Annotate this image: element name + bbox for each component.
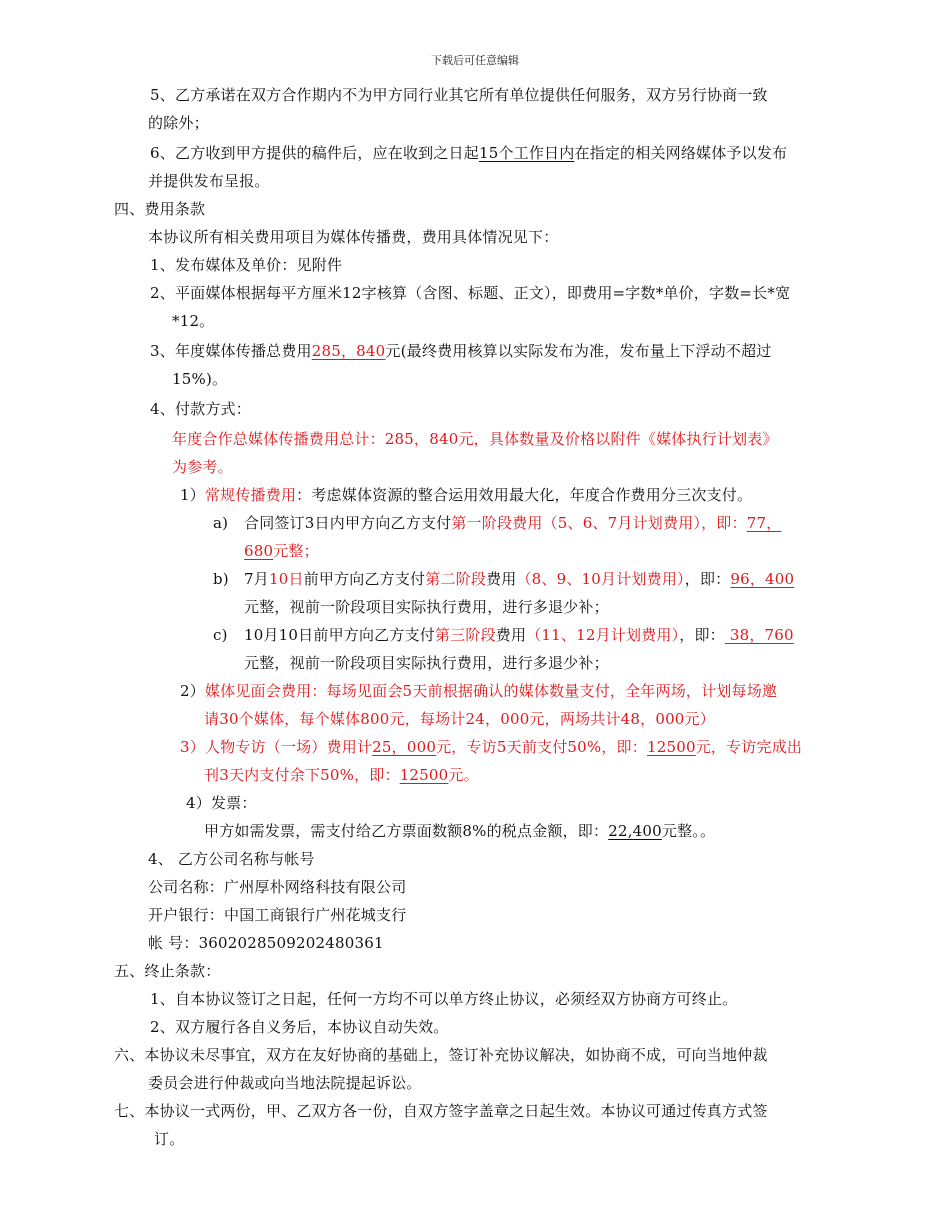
stage-b-fee: 费用 [486, 570, 517, 588]
stage-c-label: 第三阶段 [434, 626, 496, 644]
interview-text-c: 元，专访5天前支付50%，即： [436, 738, 647, 756]
clause-5-line1: 5、乙方承诺在双方合作期内不为甲方同行业其它所有单位提供任何服务，双方另行协商一致 [150, 86, 768, 104]
bank-name: 开户银行：中国工商银行广州花城支行 [148, 906, 407, 924]
stage-c-months: （11、12月计划费用） [526, 626, 680, 644]
payment-total-line1: 年度合作总媒体传播费用总计：285，840元，具体数量及价格以附件《媒体执行计划表》 [172, 430, 778, 448]
section-6-line1: 六、本协议未尽事宜，双方在友好协商的基础上，签订补充协议解决，如协商不成，可向当地仲裁 [114, 1046, 768, 1064]
stage-a-amount-part2: 680 [244, 542, 274, 560]
section-7-line2: 订。 [154, 1130, 185, 1148]
stage-b-line2: 元整，视前一阶段项目实际执行费用，进行多退少补； [244, 598, 609, 616]
stage-b-amount: 96，400 [730, 570, 795, 588]
stage-b-text: 前甲方向乙方支付 [303, 570, 426, 588]
stage-c-equals: ，即： [679, 626, 725, 644]
stage-a-label: 第一阶段费用（5、6、7月计划费用），即： [451, 514, 747, 532]
regular-fee-text: ：考虑媒体资源的整合运用效用最大化，年度合作费用分三次支付。 [296, 486, 753, 504]
account-heading: 4、 乙方公司名称与帐号 [148, 850, 315, 868]
fee-item-3-line1 [150, 341, 771, 361]
stage-c-fee: 费用 [495, 626, 527, 644]
fee-item-3-line2: 15%)。 [172, 370, 228, 388]
payment-total-line2: 为参考。 [172, 458, 233, 476]
invoice-heading: 4）发票： [186, 794, 257, 812]
section-7-line1: 七、本协议一式两份，甲、乙双方各一份，自双方签字盖章之日起生效。本协议可通过传真方式签 [114, 1102, 768, 1120]
stage-c-marker: c) [213, 626, 228, 644]
clause-6-text-a: 6、乙方收到甲方提供的稿件后，应在收到之日起 [150, 144, 479, 162]
stage-b-day: 10日 [268, 570, 304, 588]
stage-b-month: 7月 [244, 570, 269, 588]
page-header: 下载后可任意编辑 [431, 54, 519, 67]
media-meeting-line2: 请30个媒体，每个媒体800元，每场计24，000元，两场共计48，000元） [204, 710, 715, 728]
stage-b-months: （8、9、10月计划费用） [516, 570, 685, 588]
stage-b-label: 第二阶段 [425, 570, 487, 588]
invoice-text-a: 甲方如需发票，需支付给乙方票面数额8%的税点金额，即： [204, 822, 609, 840]
regular-fee-line [180, 485, 752, 505]
termination-item-1: 1、自本协议签订之日起，任何一方均不可以单方终止协议，必须经双方协商方可终止。 [150, 990, 738, 1008]
stage-a-line1 [244, 513, 781, 533]
media-meeting-number: 2） [180, 682, 205, 700]
stage-b-equals: ，即： [684, 570, 731, 588]
clause-6-line2: 并提供发布呈报。 [148, 172, 270, 190]
clause-6-line1 [150, 143, 787, 163]
fee-item-1: 1、发布媒体及单价：见附件 [150, 256, 343, 274]
stage-c-line1 [244, 625, 794, 645]
interview-text-e: 元，专访完成出 [695, 738, 803, 756]
fee-item-2-line1: 2、平面媒体根据每平方厘米12字核算（含图、标题、正文），即费用=字数*单价，字数=长*宽 [150, 284, 791, 302]
clause-5-line2: 的除外； [148, 114, 209, 132]
stage-a-suffix: 元整； [273, 542, 319, 560]
stage-a-line2 [244, 541, 319, 561]
account-number: 帐 号：3602028509202480361 [148, 934, 384, 952]
interview-line2 [204, 765, 479, 785]
interview-text-a: 3）人物专访（一场）费用计 [180, 738, 373, 756]
media-meeting-line1 [180, 681, 777, 701]
stage-b-marker: b) [213, 570, 229, 588]
regular-fee-label: 常规传播费用 [204, 486, 297, 504]
stage-c-amount: 38，760 [724, 626, 794, 644]
stage-b-line1 [244, 569, 794, 589]
media-meeting-text: 媒体见面会费用：每场见面会5天前根据确认的媒体数量支付，全年两场，计划每场邀 [204, 682, 778, 700]
stage-a-marker: a) [213, 514, 229, 532]
invoice-amount: 22,400 [608, 822, 662, 840]
fee-item-3-text-c: 元(最终费用核算以实际发布为准，发布量上下浮动不超过 [385, 342, 772, 360]
total-fee-amount: 285，840 [311, 342, 386, 360]
invoice-line [204, 821, 715, 841]
interview-line1 [180, 737, 802, 757]
regular-fee-number: 1） [180, 486, 205, 504]
interview-second-payment: 12500 [399, 766, 449, 784]
interview-text-g: 元。 [448, 766, 479, 784]
interview-first-payment: 12500 [646, 738, 696, 756]
invoice-text-c: 元整。。 [661, 822, 716, 840]
fee-intro: 本协议所有相关费用项目为媒体传播费，费用具体情况见下： [148, 228, 559, 246]
company-name: 公司名称：广州厚朴网络科技有限公司 [148, 878, 407, 896]
interview-text-f: 刊3天内支付余下50%，即： [204, 766, 400, 784]
interview-total: 25，000 [372, 738, 437, 756]
stage-a-amount-part1: 77， [746, 514, 782, 532]
fee-item-2-line2: *12。 [172, 312, 215, 330]
section-4-heading: 四、费用条款 [114, 200, 206, 218]
stage-c-line2: 元整，视前一阶段项目实际执行费用，进行多退少补； [244, 654, 609, 672]
section-5-heading: 五、终止条款： [114, 962, 221, 980]
payment-method-heading: 4、付款方式： [150, 400, 251, 418]
termination-item-2: 2、双方履行各自义务后，本协议自动失效。 [150, 1018, 449, 1036]
clause-6-text-c: 在指定的相关网络媒体予以发布 [574, 144, 788, 162]
clause-6-deadline: 15个工作日内 [478, 144, 575, 162]
stage-a-text: 合同签订3日内甲方向乙方支付 [244, 514, 452, 532]
stage-c-text: 10月10日前甲方向乙方支付 [244, 626, 435, 644]
fee-item-3-text-a: 3、年度媒体传播总费用 [150, 342, 312, 360]
section-6-line2: 委员会进行仲裁或向当地法院提起诉讼。 [148, 1074, 422, 1092]
